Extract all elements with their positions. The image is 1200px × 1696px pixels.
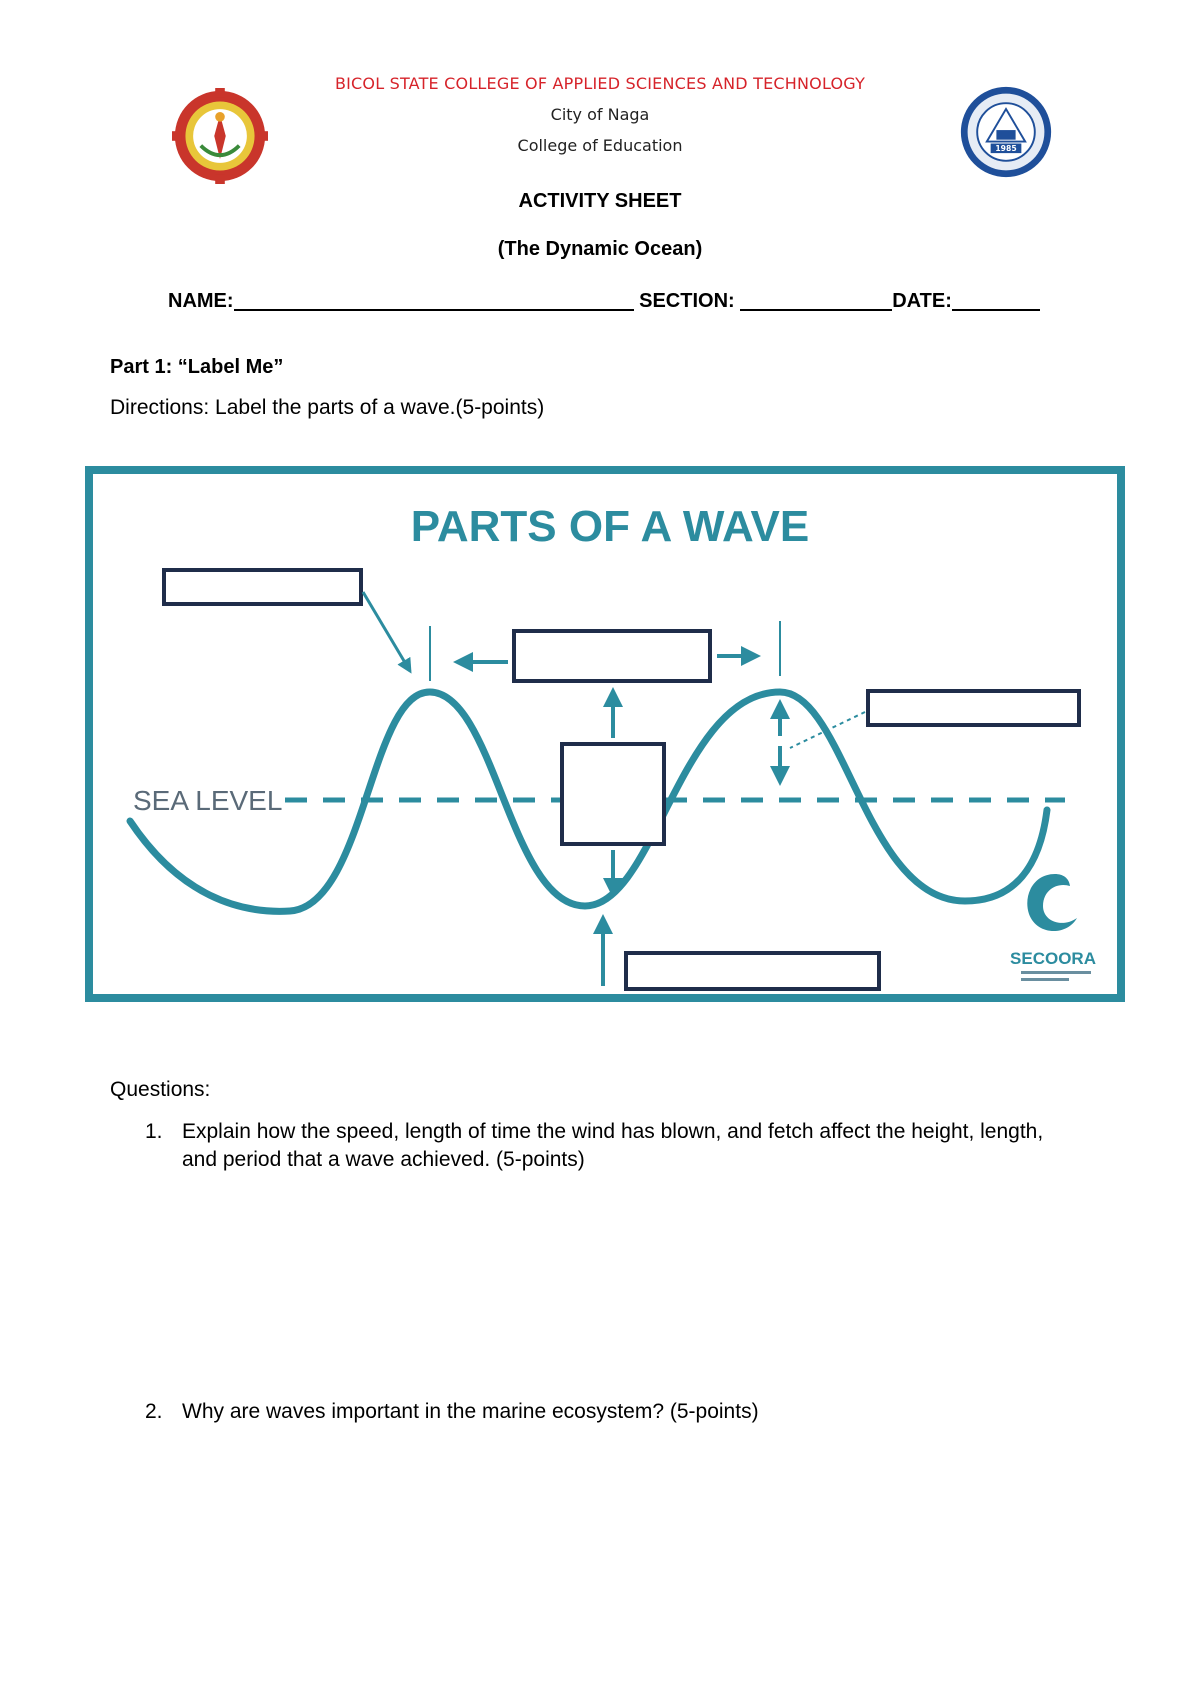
name-field[interactable] [234,287,634,311]
parts-of-a-wave-diagram [85,466,1125,1002]
college-of-education-seal [958,84,1054,180]
wave-height-label-box[interactable] [562,744,664,844]
date-field[interactable] [952,287,1040,311]
questions-heading: Questions: [110,1078,211,1101]
date-label: DATE: [892,290,952,312]
sheet-subtitle: (The Dynamic Ocean) [497,238,703,260]
question-2-text: Why are waves important in the marine ecosystem? (5-points) [182,1400,759,1423]
student-info-fields [168,287,1040,313]
wavelength-label-box[interactable] [514,631,710,681]
college-name: College of Education [517,136,683,155]
secoora-logo-text: SECOORA [1010,949,1096,968]
section-label: SECTION: [639,290,735,312]
name-label: NAME: [168,290,234,312]
question-1-text: Explain how the speed, length of time the wind has blown, and fetch affect the height, length, and period that a wave achieved. (5-points) [182,1120,1044,1171]
trough-label-box[interactable] [626,953,879,989]
question-2 [145,1398,1065,1428]
question-2-number: 2. [145,1400,163,1423]
question-1 [145,1118,1065,1178]
part-1-directions: Directions: Label the parts of a wave.(5-points) [110,396,545,419]
question-1-number: 1. [145,1120,163,1143]
section-field[interactable] [740,287,892,311]
crest-label-box[interactable] [164,570,361,604]
part-1-title: Part 1: “Label Me” [110,356,284,378]
diagram-title: PARTS OF A WAVE [410,502,810,551]
amplitude-label-box[interactable] [868,691,1079,725]
sea-level-label: SEA LEVEL [133,785,283,816]
city-name: City of Naga [550,105,650,124]
seal-year: 1985 [995,144,1017,154]
institution-name: BICOL STATE COLLEGE OF APPLIED SCIENCES AND TECHNOLOGY [334,74,866,93]
sheet-title: ACTIVITY SHEET [518,190,682,212]
